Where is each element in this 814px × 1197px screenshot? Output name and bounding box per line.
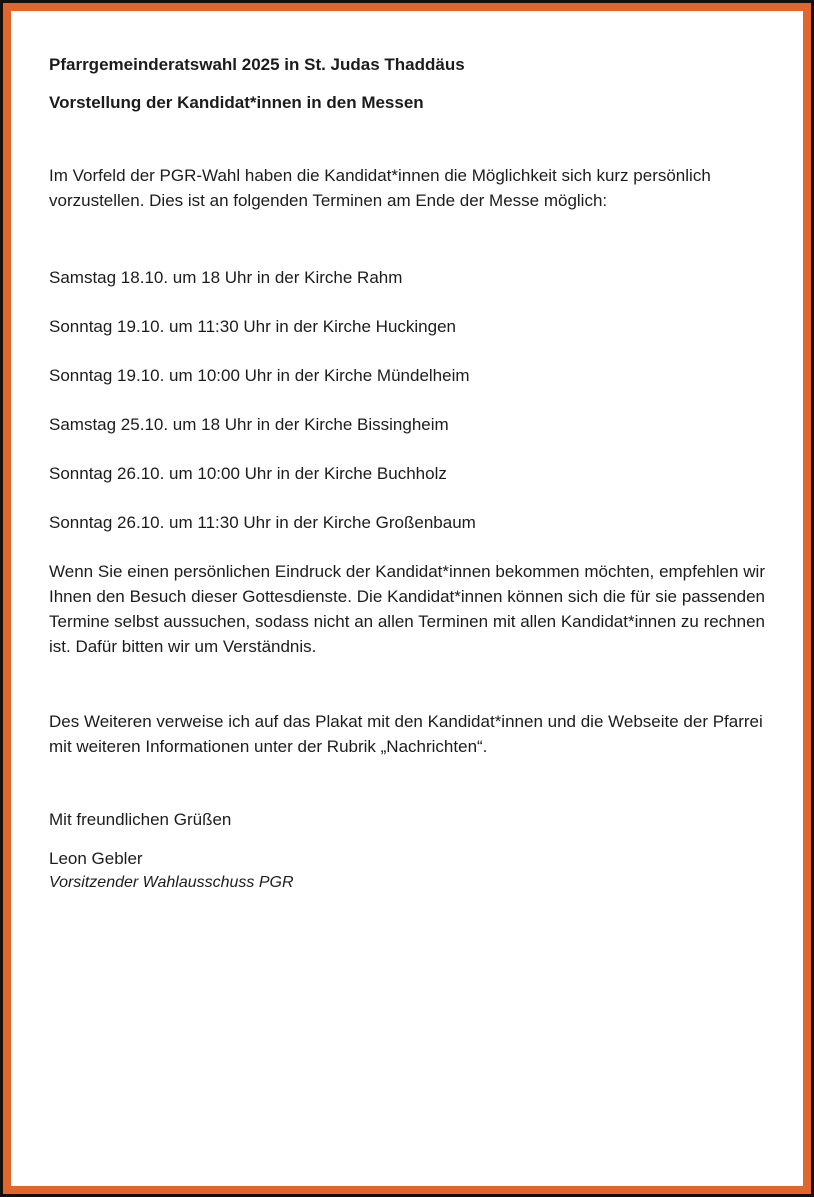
signature-name: Leon Gebler [49,849,143,868]
signature-role: Vorsitzender Wahlausschuss PGR [49,874,294,891]
letter-title: Pfarrgemeinderatswahl 2025 in St. Judas Thaddäus [49,55,465,74]
date-item: Sonntag 19.10. um 11:30 Uhr in der Kirche Huckingen [49,317,456,336]
closing-salutation: Mit freundlichen Grüßen [49,810,232,829]
intro-paragraph: Im Vorfeld der PGR-Wahl haben die Kandidat*innen die Möglichkeit sich kurz persönlich vorzustellen. Dies ist an folgenden Terminen am Ende der Messe möglich: [49,166,711,210]
mass-dates-list [49,265,765,535]
letter-subtitle: Vorstellung der Kandidat*innen in den Messen [49,93,424,112]
document-orange-frame [3,3,811,1194]
date-item: Sonntag 26.10. um 10:00 Uhr in der Kirche Buchholz [49,464,447,483]
date-item: Samstag 25.10. um 18 Uhr in der Kirche Bissingheim [49,415,449,434]
date-item: Sonntag 19.10. um 10:00 Uhr in der Kirche Mündelheim [49,366,470,385]
date-item: Sonntag 26.10. um 11:30 Uhr in der Kirche Großenbaum [49,513,476,532]
letter-page [11,11,803,894]
date-item: Samstag 18.10. um 18 Uhr in der Kirche Rahm [49,268,403,287]
recommendation-paragraph: Wenn Sie einen persönlichen Eindruck der Kandidat*innen bekommen möchten, empfehlen wir Ihnen den Besuch dieser Gottesdienste. Die Kandidat*innen können sich die für sie passenden Termine selbst aussuchen, sodass nicht an allen Terminen mit allen Kandidat*innen zu rechnen ist. Dafür bitten wir um Verständnis. [49,562,766,656]
reference-paragraph: Des Weiteren verweise ich auf das Plakat mit den Kandidat*innen und die Webseite der Pfarrei mit weiteren Informationen unter der Rubrik „Nachrichten“. [49,712,763,756]
